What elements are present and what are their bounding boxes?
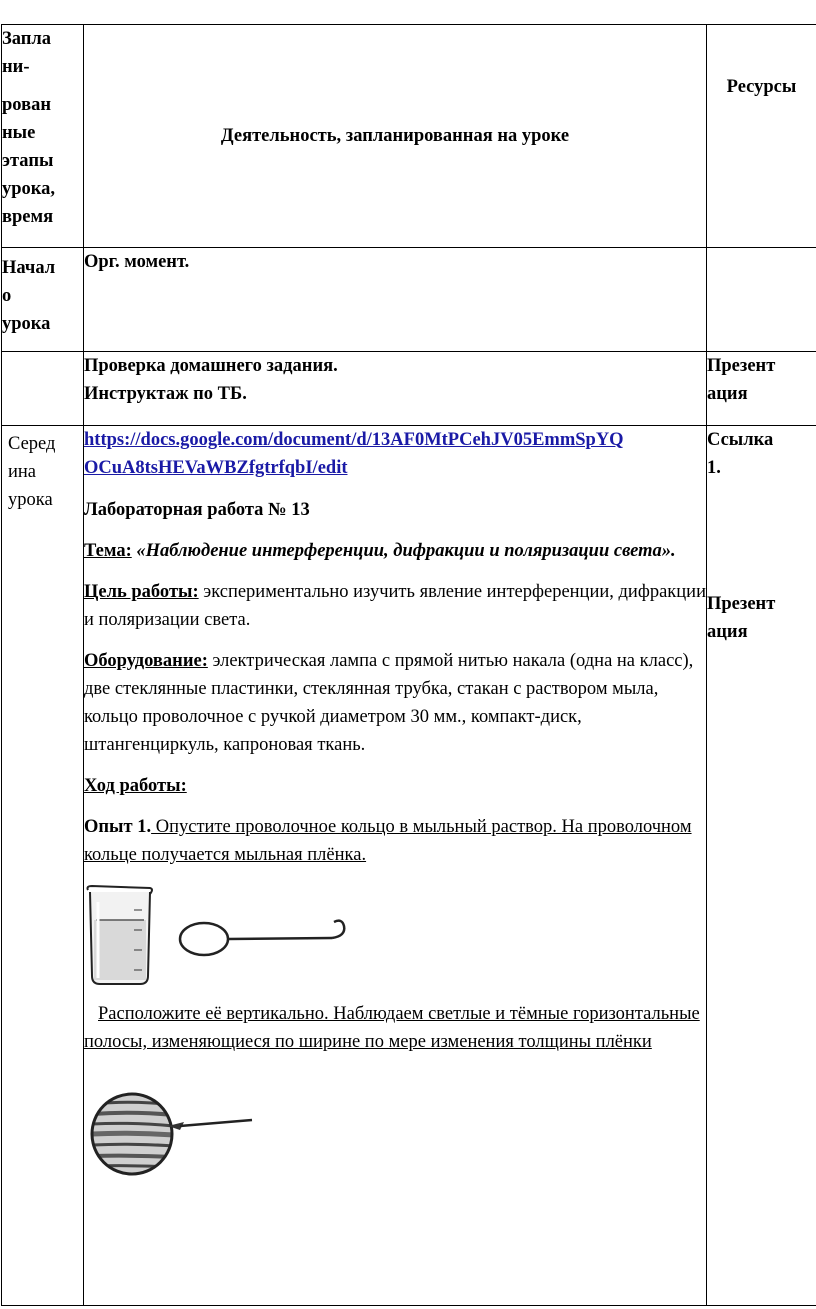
header-stages-line: ные (2, 123, 36, 143)
stage-label-line: Серед (8, 434, 56, 454)
header-stages-line: рован (2, 95, 51, 115)
beaker-icon (88, 886, 153, 984)
header-stages-line: время (2, 207, 54, 227)
presentation-resource-label: Презент (707, 594, 776, 614)
stage-start-cell (2, 248, 84, 352)
experiment-1-label: Опыт 1. (84, 817, 152, 837)
topic-paragraph (84, 537, 706, 565)
soap-film-ring-icon (84, 1088, 252, 1188)
equipment-paragraph (84, 647, 706, 759)
stage-middle-cell (2, 426, 84, 1306)
header-stages-cell (2, 25, 84, 248)
beaker-and-ring-figure (84, 880, 354, 990)
wire-ring-icon (180, 921, 344, 955)
experiment-1-paragraph (84, 813, 706, 869)
goal-text: экспериментально изучить явление интерференции, дифракции и поляризации света. (84, 582, 706, 630)
resource-label-line: ация (707, 384, 748, 404)
lab-title: Лабораторная работа № 13 (84, 500, 310, 520)
goal-paragraph (84, 578, 706, 634)
org-moment: Орг. момент. (84, 248, 707, 352)
experiment-1-continued: Расположите её вертикально. Наблюдаем светлые и тёмные горизонтальные полосы, изменяющиеся по ширине по мере изменения толщины плёнки (84, 1004, 700, 1052)
header-stages-line: Запла (2, 29, 52, 49)
procedure-label: Ход работы: (84, 776, 187, 796)
link-resource-number: 1. (707, 458, 721, 478)
header-row (2, 25, 816, 248)
middle-resources-cell (707, 426, 816, 1306)
homework-check-text: Проверка домашнего задания. (84, 356, 338, 376)
lesson-plan-table (1, 24, 816, 1306)
equipment-text: электрическая лампа с прямой нитью накала (одна на класс), две стеклянные пластинки, стеклянная трубка, стакан с раствором мыла, кольцо проволочное с ручкой диаметром 30 мм., компакт-диск, штангенциркуль, капроновая ткань. (84, 651, 694, 755)
link-resource-label: Ссылка (707, 430, 774, 450)
topic-label: Тема: (84, 541, 132, 561)
row-lesson-middle (2, 426, 816, 1306)
stage-label-line: о (2, 286, 12, 306)
experiment-1-text: Опустите проволочное кольцо в мыльный раствор. На проволочном кольце получается мыльная плёнка. (84, 817, 692, 865)
google-doc-link[interactable]: https://docs.google.com/document/d/13AF0MtPCehJV05EmmSpYQ (84, 430, 624, 450)
safety-briefing-text: Инструктаж по ТБ. (84, 384, 247, 404)
homework-check-cell (84, 352, 707, 426)
resource-label-line: Презент (707, 356, 776, 376)
header-activity: Деятельность, запланированная на уроке (84, 25, 707, 248)
presentation-resource-label: ация (707, 622, 748, 642)
middle-activity-cell (84, 426, 707, 1306)
stage-label-line: урока (2, 314, 51, 334)
row-homework-check (2, 352, 816, 426)
soap-film-figure (84, 1078, 274, 1188)
presentation-resource-cell (707, 352, 816, 426)
header-resources: Ресурсы (707, 25, 816, 248)
stage-label-line: Начал (2, 258, 56, 278)
goal-label: Цель работы: (84, 582, 199, 602)
header-stages-line: этапы (2, 151, 54, 171)
stage-label-line: урока (8, 490, 53, 510)
header-stages-line: ни- (2, 57, 30, 77)
row-lesson-start (2, 248, 816, 352)
stage-label-line: ина (8, 462, 37, 482)
equipment-label: Оборудование: (84, 651, 208, 671)
topic-text: «Наблюдение интерференции, дифракции и поляризации света». (131, 541, 676, 561)
header-stages-line: урока, (2, 179, 56, 199)
empty-resource-cell (707, 248, 816, 352)
google-doc-link-cont[interactable]: OCuA8tsHEVaWBZfgtrfqbI/edit (84, 458, 348, 478)
empty-stage-cell (2, 352, 84, 426)
